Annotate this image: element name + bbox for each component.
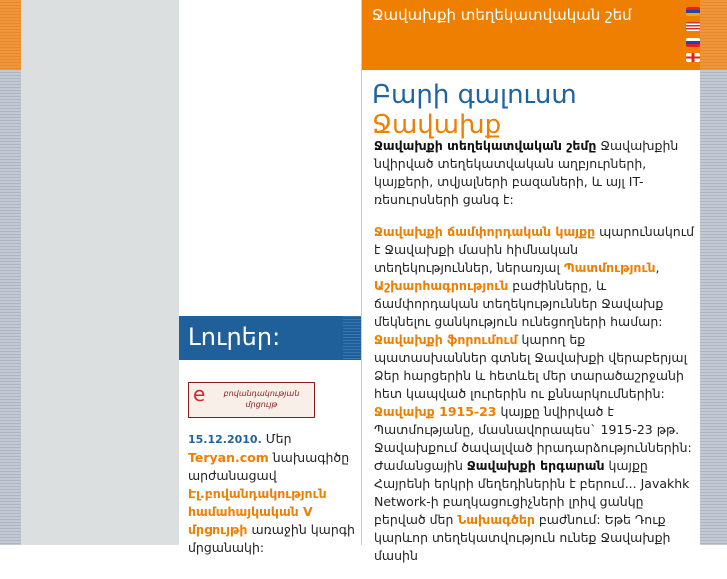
left-decor-orange [0,0,21,70]
forum-link[interactable]: Ջավախքի ֆորումում [374,332,518,347]
geography-link[interactable]: Աշխարհագրություն [374,278,509,293]
armenian-flag-icon[interactable] [686,7,700,16]
site-title: Ջավախքի տեղեկատվական շեմ [372,6,632,24]
header [362,0,700,70]
left-decor-gray [0,70,21,545]
welcome-heading: Բարի գալուստ Ջավախք [372,80,577,140]
sidebar [179,0,361,555]
news-date: 15.12.2010. [188,433,262,446]
teryan-link[interactable]: Teryan.com [188,450,269,465]
javakhk-1915-link[interactable]: Ջավախք 1915-23 [374,404,497,419]
travel-site-link[interactable]: Ջավախքի ճամփորդական կայքը [374,224,596,239]
us-flag-icon[interactable] [686,22,700,31]
right-decor-gray [700,70,727,545]
intro-text: Ջավախքի տեղեկատվական շեմը Ջավախքին նվիրված տեղեկատվական աղբյուրների, կայքերի, տվյալների բազաների, և այլ IT-ռեսուրսների ցանգ է: Ջավախքի ճամփորդական կայքը պարունակում է Ջավախքի մասին հիմնական տեղեկություններ, ներառյալ Պատմություն, Աշխարհագրություն բաժինները, և ճամփորդական տեղեկություններ Ջավախք մեկնելու ցանկություն ունեցողների համար: Ջավախքի ֆորումում կարող եք պատասխաններ գտնել Ջավախքի վերաբերյալ Ձեր հարցերին և հետևել մեր տարածաշրջանի հետ կապված լուրերին ու քննարկումներին: Ջավախք 1915-23 կայքը նվիրված է Պատմությանը, մասնավորապես` 1915-23 թթ. Ջավախքում ծավալված իրադարձություններին: Ժամանցային Ջավախքի երգարան կայքը Հայրենի երկրի մեղեդիներին է բերում... Javakhk Network-ի բաղկացուցիչների լրիվ ցանկը բերված մեր Նախագծեր բաժնում: Եթե Դուք կարևոր տեղեկատվություն ունեք Ջավախքի մասին [374,138,695,563]
contest-link[interactable]: Էլ.բովանդակություն համահայկական V մրցույթի [188,486,327,537]
news-item: 15.12.2010. Մեր Teryan.com նախագիծը արժանացավ Էլ.բովանդակություն համահայկական V մրցույթի առաջին կարգի մրցանակի: [188,431,355,555]
right-decor-orange [700,0,727,70]
georgian-flag-icon[interactable] [686,53,700,62]
projects-link[interactable]: Նախագծեր [457,512,535,527]
left-column [21,0,179,545]
news-title: Լուրեր: [188,323,281,351]
history-link[interactable]: Պատմություն [563,260,656,275]
news-header [179,316,361,360]
contest-logo[interactable]: e բովանդակության մրցույթ [188,382,315,418]
russian-flag-icon[interactable] [686,38,700,47]
main-content [361,0,700,563]
